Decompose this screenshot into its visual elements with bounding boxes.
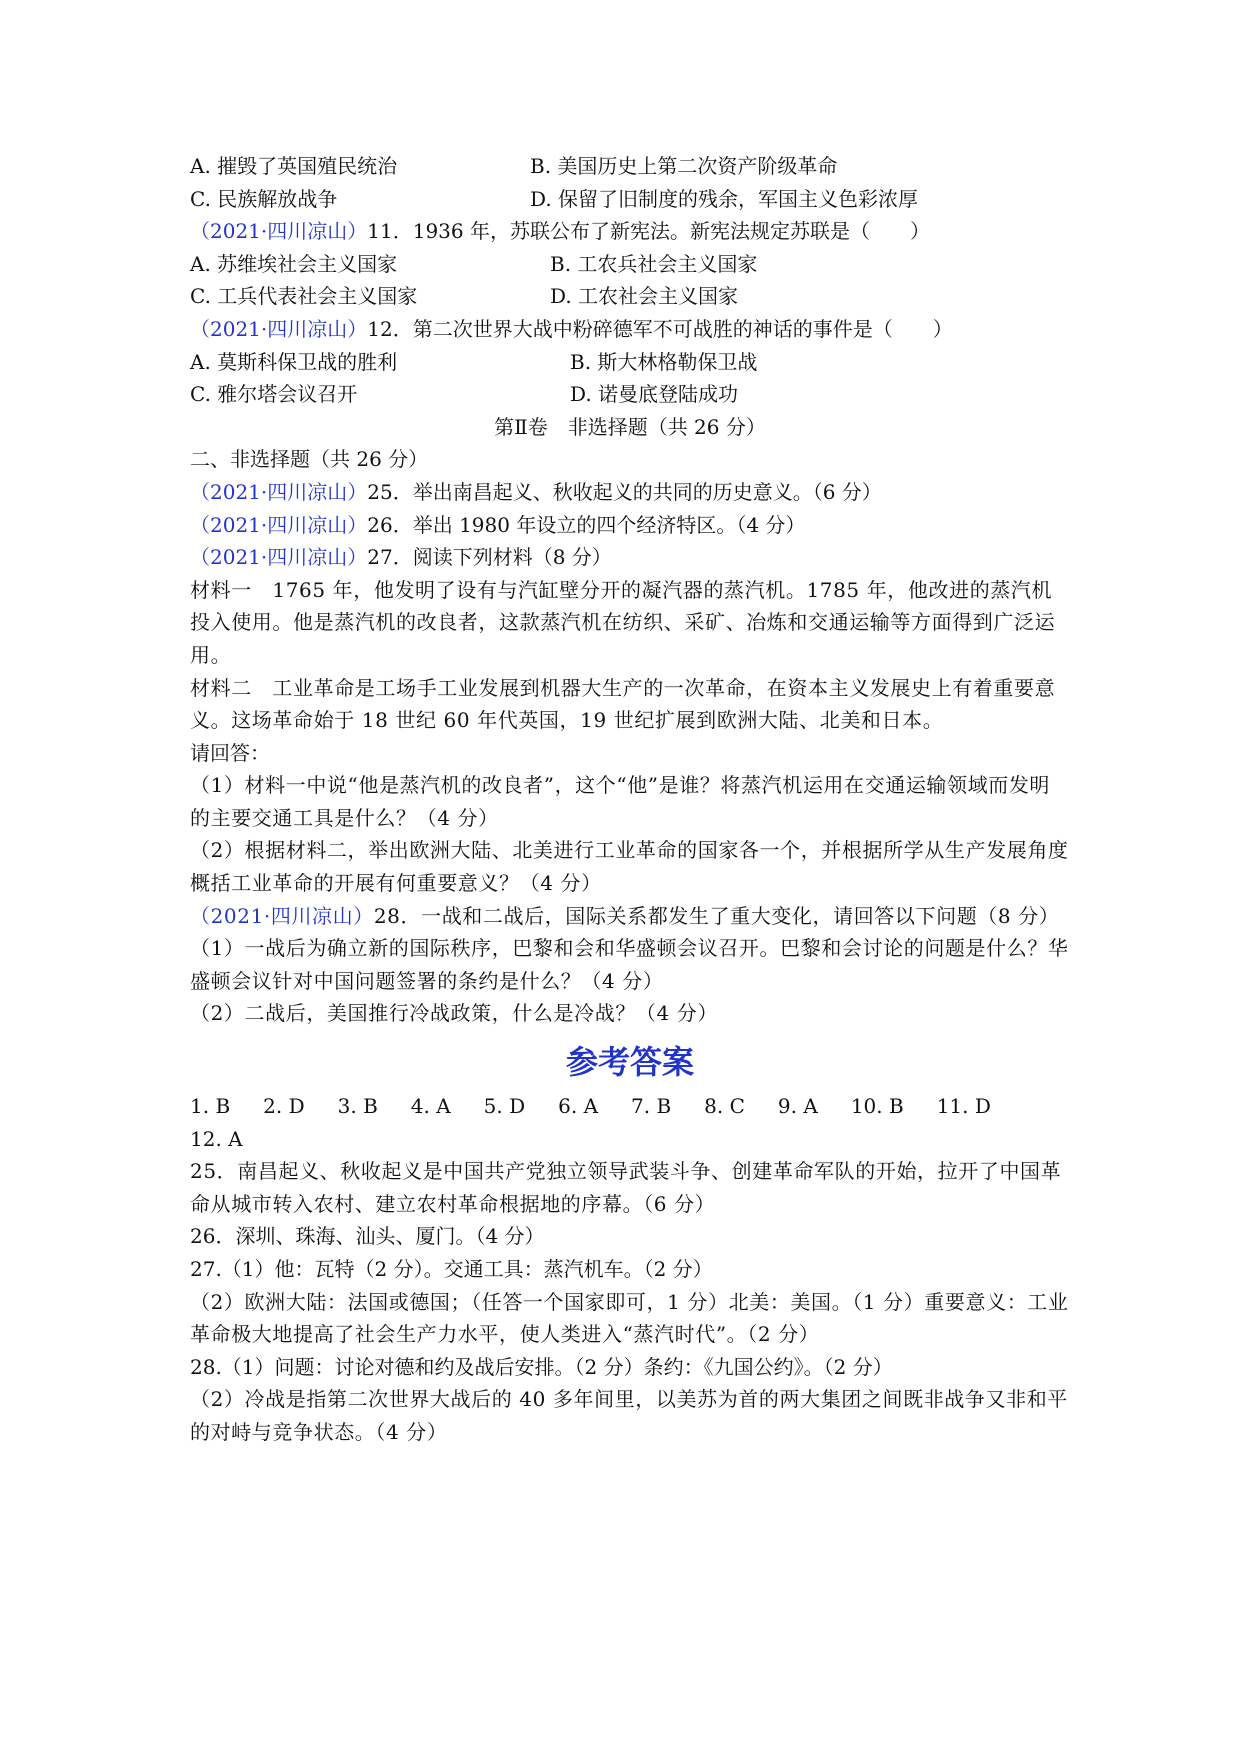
q28-source: （2021·四川凉山） — [190, 903, 374, 928]
q11-stem — [190, 215, 1070, 248]
q26-source: （2021·四川凉山） — [190, 512, 368, 537]
q27-material-1: 材料一 1765 年，他发明了设有与汽缸壁分开的凝汽器的蒸汽机。1785 年，他改进的蒸汽机投入使用。他是蒸汽机的改良者，这款蒸汽机在纺织、采矿、冶炼和交通运输等方面得到广泛运用。 — [190, 577, 1056, 667]
mcq-answer: 4. A — [410, 1094, 451, 1119]
mcq-answer: 6. A — [558, 1094, 599, 1119]
q12-option-d: D. 诺曼底登陆成功 — [570, 382, 739, 407]
q11-option-d: D. 工农社会主义国家 — [550, 284, 739, 309]
answer-27-1: 27.（1）他：瓦特（2 分）。交通工具：蒸汽机车。（2 分） — [190, 1257, 713, 1281]
mcq-answer: 10. B — [850, 1094, 904, 1119]
answer-27-2: （2）欧洲大陆：法国或德国；（任答一个国家即可，1 分）北美：美国。（1 分）重要意义：工业革命极大地提高了社会生产力水平，使人类进入“蒸汽时代”。（2 分） — [190, 1289, 1069, 1347]
answer-28-1: 28.（1）问题：讨论对德和约及战后安排。（2 分）条约：《九国公约》。（2 分） — [190, 1354, 893, 1379]
q10-option-b: B. 美国历史上第二次资产阶级革命 — [530, 154, 838, 178]
mcq-answer: 2. D — [263, 1094, 305, 1119]
q28-text: 28．一战和二战后，国际关系都发生了重大变化，请回答以下问题（8 分） — [373, 903, 1060, 928]
q27-material-2: 材料二 工业革命是工场手工业发展到机器大生产的一次革命，在资本主义发展史上有着重要意义。这场革命始于 18 世纪 60 年代英国，19 世纪扩展到欧洲大陆、北美和日本。 — [190, 675, 1056, 733]
q11-options-row-1 — [190, 248, 1070, 281]
q25-source: （2021·四川凉山） — [190, 479, 368, 504]
q27-sub-question-2: （2）根据材料二，举出欧洲大陆、北美进行工业革命的国家各一个，并根据所学从生产发展角度概括工业革命的开展有何重要意义？（4 分） — [190, 838, 1069, 896]
q28-sub-question-2: （2）二战后，美国推行冷战政策，什么是冷战？（4 分） — [190, 1001, 719, 1026]
q26-stem — [190, 509, 1070, 542]
q27-stem — [190, 541, 1070, 574]
answer-26: 26．深圳、珠海、汕头、厦门。（4 分） — [190, 1224, 545, 1249]
q27-prompt: 请回答： — [190, 740, 270, 765]
q27-sub-question-1: （1）材料一中说“他是蒸汽机的改良者”，这个“他”是谁？将蒸汽机运用在交通运输领域而发明的主要交通工具是什么？（4 分） — [190, 773, 1051, 830]
document-page — [190, 150, 1070, 1449]
q10-option-c: C. 民族解放战争 — [190, 186, 338, 211]
q10-option-d: D. 保留了旧制度的残余，军国主义色彩浓厚 — [530, 186, 919, 211]
mcq-answer: 8. C — [704, 1094, 745, 1119]
q12-option-b: B. 斯大林格勒保卫战 — [570, 349, 758, 374]
q12-source: （2021·四川凉山） — [190, 316, 368, 341]
q11-text: 11．1936 年，苏联公布了新宪法。新宪法规定苏联是（ ） — [367, 219, 930, 244]
q11-source: （2021·四川凉山） — [190, 219, 368, 244]
q12-stem — [190, 313, 1070, 346]
mcq-answer: 9. A — [777, 1094, 818, 1119]
mcq-answer: 5. D — [483, 1094, 526, 1119]
q10-options-row-2 — [190, 183, 1070, 216]
q27-text: 27．阅读下列材料（8 分） — [367, 545, 612, 570]
section-title: 二、非选择题（共 26 分） — [190, 447, 429, 472]
q28-stem — [190, 900, 1070, 933]
q26-text: 26．举出 1980 年设立的四个经济特区。（4 分） — [367, 512, 806, 537]
q11-options-row-2 — [190, 280, 1070, 313]
q10-options-row-1 — [190, 150, 1070, 183]
q12-options-row-2 — [190, 378, 1070, 411]
q25-stem — [190, 476, 1070, 509]
q12-option-a: A. 莫斯科保卫战的胜利 — [190, 349, 398, 374]
mcq-answers — [190, 1090, 1070, 1155]
q11-option-c: C. 工兵代表社会主义国家 — [190, 284, 418, 309]
q25-text: 25．举出南昌起义、秋收起义的共同的历史意义。（6 分） — [367, 479, 882, 504]
q12-option-c: C. 雅尔塔会议召开 — [190, 382, 358, 407]
q12-text: 12．第二次世界大战中粉碎德军不可战胜的神话的事件是（ ） — [367, 316, 953, 341]
q11-option-b: B. 工农兵社会主义国家 — [550, 251, 758, 276]
mcq-answer: 3. B — [337, 1094, 378, 1119]
mcq-answer: 7. B — [631, 1094, 672, 1119]
q12-options-row-1 — [190, 346, 1070, 379]
mcq-answer: 11. D — [936, 1094, 991, 1119]
answer-28-2: （2）冷战是指第二次世界大战后的 40 多年间里，以美苏为首的两大集团之间既非战争又非和平的对峙与竞争状态。（4 分） — [190, 1387, 1068, 1444]
volume-title: 第Ⅱ卷 非选择题（共 26 分） — [494, 414, 766, 439]
mcq-answer: 1. B — [190, 1094, 231, 1119]
answer-25: 25．南昌起义、秋收起义是中国共产党独立领导武装斗争、创建革命军队的开始，拉开了中国革命从城市转入农村、建立农村革命根据地的序幕。（6 分） — [190, 1159, 1062, 1216]
q11-option-a: A. 苏维埃社会主义国家 — [190, 251, 398, 276]
mcq-answer: 12. A — [190, 1126, 243, 1151]
answers-title: 参考答案 — [565, 1043, 694, 1082]
q28-sub-question-1: （1）一战后为确立新的国际秩序，巴黎和会和华盛顿会议召开。巴黎和会讨论的问题是什么？华盛顿会议针对中国问题签署的条约是什么？（4 分） — [190, 936, 1069, 993]
q10-option-a: A. 摧毁了英国殖民统治 — [190, 154, 398, 178]
q27-source: （2021·四川凉山） — [190, 545, 368, 570]
